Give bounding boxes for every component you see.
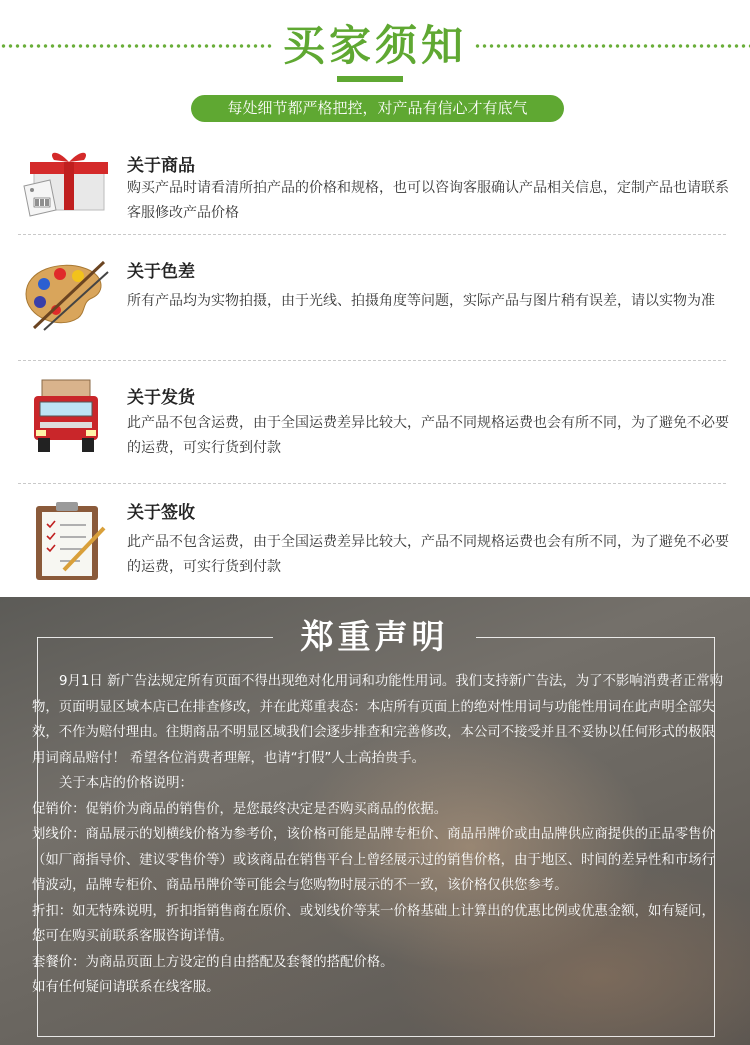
- dashed-divider: [18, 360, 726, 361]
- price-note-heading: 关于本店的价格说明：: [59, 776, 193, 791]
- page-title: 买家须知: [282, 21, 467, 70]
- delivery-truck-icon: [20, 376, 112, 456]
- title-underline: [337, 76, 403, 82]
- slogan-badge: 每处细节都严格把控，对产品有信心才有底气: [191, 95, 564, 122]
- dotted-line-left: [0, 44, 272, 48]
- item-description: 购买产品时请看清所拍产品的价格和规格，也可以咨询客服确认产品相关信息，定制产品也请联系客服修改产品价格: [127, 180, 729, 221]
- contact-note: 如有任何疑问请联系在线客服。: [32, 980, 220, 995]
- price-note-promo: 促销价：促销价为商品的销售价，是您最终决定是否购买商品的依据。: [32, 801, 448, 817]
- item-description: 此产品不包含运费，由于全国运费差异比较大，产品不同规格运费也会有所不同，为了避免不必要的运费，可实行货到付款: [127, 415, 729, 456]
- item-description: 所有产品均为实物拍摄，由于光线、拍摄角度等问题，实际产品与图片稍有误差，请以实物为准: [127, 293, 715, 309]
- item-heading: 关于签收: [127, 503, 195, 523]
- frame-top-line-left: [37, 637, 273, 638]
- clipboard-pen-icon: [20, 500, 112, 580]
- frame-top-line-right: [476, 637, 715, 638]
- price-note-discount: 折扣：如无特殊说明，折扣指销售商在原价、或划线价等某一价格基础上计算出的优惠比例或优惠金额，如有疑问，您可在购买前联系客服咨询详情。: [32, 903, 715, 944]
- declaration-paragraph: 9月1日 新广告法规定所有页面不得出现绝对化用词和功能性用词。我们支持新广告法，为了不影响消费者正常购物，页面明显区域本店已在排查修改，并在此郑重表态：本店所有页面上的绝对性用词与功能性用词在此声明全部失效，不作为赔付理由。往期商品不明显区域我们会逐步排查和完善修改，本公司不接受并且不妥协以任何形式的极限用词商品赔付！ 希望各位消费者理解，也请“打假”人士高抬贵手。: [32, 674, 724, 766]
- title-row: [0, 18, 750, 78]
- declaration-title: 郑重声明: [300, 617, 449, 656]
- dashed-divider: [18, 483, 726, 484]
- gift-box-price-tag-icon: [20, 144, 112, 224]
- paint-palette-icon: [20, 252, 112, 332]
- item-description: 此产品不包含运费，由于全国运费差异比较大，产品不同规格运费也会有所不同，为了避免不必要的运费，可实行货到付款: [127, 534, 729, 575]
- dotted-line-right: [474, 44, 750, 48]
- declaration-section: [0, 597, 750, 1045]
- item-heading: 关于色差: [127, 262, 195, 282]
- item-heading: 关于商品: [127, 156, 195, 176]
- declaration-body: [32, 669, 724, 1001]
- price-note-combo: 套餐价：为商品页面上方设定的自由搭配及套餐的搭配价格。: [32, 954, 394, 970]
- item-heading: 关于发货: [127, 388, 195, 408]
- dashed-divider: [18, 234, 726, 235]
- price-note-strikethrough: 划线价：商品展示的划横线价格为参考价，该价格可能是品牌专柜价、商品吊牌价或由品牌供应商提供的正品零售价（如厂商指导价、建议零售价等）或该商品在销售平台上曾经展示过的销售价格，由于地区、时间的差异性和市场行情波动，品牌专柜价、商品吊牌价等可能会与您购物时展示的不一致，该价格仅供您参考。: [32, 827, 715, 893]
